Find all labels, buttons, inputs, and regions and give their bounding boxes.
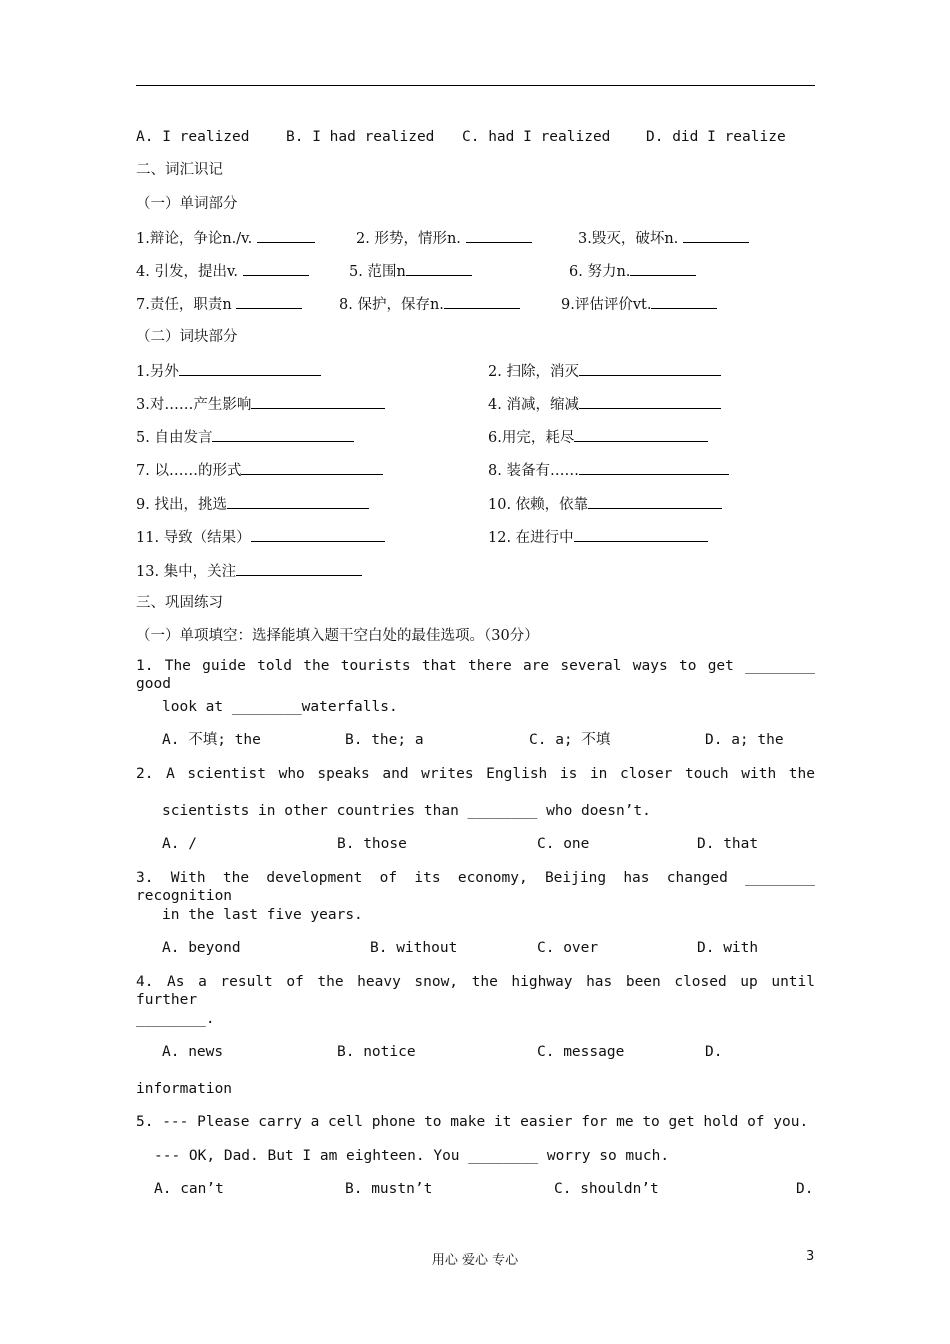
prev-option-a: A. I realized xyxy=(136,129,250,145)
phrase-item-11: 11. 导致（结果） xyxy=(136,527,385,547)
part-words-title: （一）单词部分 xyxy=(136,196,238,212)
question-5-option-b: B. mustn’t xyxy=(345,1181,433,1197)
question-4-line-1: 4. As a result of the heavy snow, the highway has been closed up until further xyxy=(136,974,815,1008)
word-item-4: 4. 引发，提出v. xyxy=(136,261,309,281)
phrase-item-13: 13. 集中，关注 xyxy=(136,561,362,581)
phrase-item-2: 2. 扫除，消灭 xyxy=(488,361,721,381)
question-4-option-b: B. notice xyxy=(337,1044,416,1060)
question-3-option-a: A. beyond xyxy=(162,940,241,956)
question-2-option-d: D. that xyxy=(697,836,759,852)
practice-instruction: （一）单项填空：选择能填入题干空白处的最佳选项。（30分） xyxy=(136,628,539,644)
question-1-option-d: D. a; the xyxy=(705,732,784,748)
question-3-option-b: B. without xyxy=(370,940,458,956)
question-3-line-1: 3. With the development of its economy, Beijing has changed ________ recognition xyxy=(136,870,815,904)
phrase-item-6: 6.用完，耗尽 xyxy=(488,427,708,447)
question-3-option-c: C. over xyxy=(537,940,599,956)
question-4-option-a: A. news xyxy=(162,1044,224,1060)
question-5-option-d: D. xyxy=(796,1181,814,1197)
phrase-item-12: 12. 在进行中 xyxy=(488,527,708,547)
question-5-line-1: 5. --- Please carry a cell phone to make it easier for me to get hold of you. xyxy=(136,1114,809,1130)
question-3-option-d: D. with xyxy=(697,940,759,956)
header-rule xyxy=(136,85,815,86)
question-2-option-c: C. one xyxy=(537,836,590,852)
word-item-2: 2. 形势，情形n. xyxy=(356,228,532,248)
phrase-item-4: 4. 消减，缩减 xyxy=(488,394,721,414)
word-item-1: 1.辩论，争论n./v. xyxy=(136,228,315,248)
question-1-line-2: look at ________waterfalls. xyxy=(162,699,398,715)
question-2-line-2: scientists in other countries than ________ who doesn’t. xyxy=(162,803,651,819)
phrase-item-3: 3.对……产生影响 xyxy=(136,394,385,414)
prev-option-b: B. I had realized xyxy=(286,129,435,145)
word-item-7: 7.责任，职责n xyxy=(136,294,302,314)
question-1-option-a: A. 不填; the xyxy=(162,732,261,748)
page-number: 3 xyxy=(806,1249,815,1264)
question-5-option-c: C. shouldn’t xyxy=(554,1181,659,1197)
question-1-option-b: B. the; a xyxy=(345,732,424,748)
phrase-item-1: 1.另外 xyxy=(136,361,321,381)
page-footer: 用心 爱心 专心 xyxy=(431,1253,519,1268)
phrase-item-10: 10. 依赖，依靠 xyxy=(488,494,722,514)
word-item-5: 5. 范围n xyxy=(349,261,472,281)
question-5-line-2: --- OK, Dad. But I am eighteen. You ________ worry so much. xyxy=(154,1148,670,1164)
prev-option-d: D. did I realize xyxy=(646,129,786,145)
question-4-option-d-text: information xyxy=(136,1081,233,1097)
phrase-item-5: 5. 自由发言 xyxy=(136,427,354,447)
question-2-line-1: 2. A scientist who speaks and writes English is in closer touch with the xyxy=(136,766,815,782)
word-item-6: 6. 努力n. xyxy=(569,261,696,281)
word-item-8: 8. 保护，保存n. xyxy=(339,294,520,314)
question-5-option-a: A. can’t xyxy=(154,1181,224,1197)
prev-option-c: C. had I realized xyxy=(462,129,611,145)
question-4-option-d: D. xyxy=(705,1044,723,1060)
question-2-option-a: A. / xyxy=(162,836,197,852)
section-practice-title: 三、巩固练习 xyxy=(136,595,223,611)
word-item-3: 3.毁灭，破坏n. xyxy=(578,228,749,248)
part-phrases-title: （二）词块部分 xyxy=(136,329,238,345)
question-4-line-2: ________. xyxy=(136,1011,215,1027)
word-item-9: 9.评估评价vt. xyxy=(561,294,717,314)
question-3-line-2: in the last five years. xyxy=(162,907,363,923)
question-2-option-b: B. those xyxy=(337,836,407,852)
phrase-item-8: 8. 装备有…… xyxy=(488,460,729,480)
question-1-line-1: 1. The guide told the tourists that there are several ways to get ________ good xyxy=(136,658,815,692)
question-1-option-c: C. a; 不填 xyxy=(529,732,611,748)
question-4-option-c: C. message xyxy=(537,1044,625,1060)
phrase-item-9: 9. 找出，挑选 xyxy=(136,494,369,514)
section-vocabulary-title: 二、词汇识记 xyxy=(136,162,223,178)
phrase-item-7: 7. 以……的形式 xyxy=(136,460,383,480)
